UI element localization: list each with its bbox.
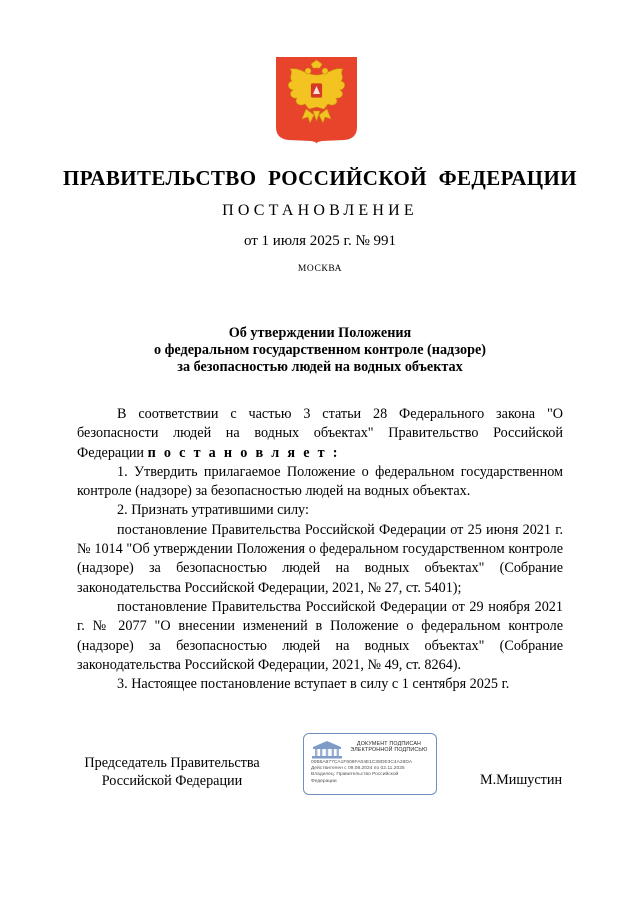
certificate-number: 00B5A877CA1F608FA04E1C38DE3C4A28DA [311,760,413,765]
stamp-title-line: ДОКУМЕНТ ПОДПИСАН [356,741,422,747]
item-3-paragraph: 3. Настоящее постановление вступает в силу с 1 сентября 2025 г. [117,676,510,693]
signer-position-line: Председатель Правительства [84,755,260,771]
item-1-paragraph: 1. Утвердить прилагаемое Положение о федеральном государственном контроле (надзоре) за безопасностью людей на водных объектах. [77,463,563,500]
document-date-number: от 1 июля 2025 г. № 991 [243,233,397,249]
signer-name: М.Мишустин [480,772,563,788]
subject-line: Об утверждении Положения [228,325,412,341]
preamble-paragraph [77,405,563,463]
signer-position-line: Российской Федерации [101,773,243,789]
certificate-owner: Федерации [311,778,337,784]
state-emblem [276,57,357,144]
repealed-act-2: постановление Правительства Российской Федерации от 29 ноября 2021 г. № 2077 "О внесении изменений в Положение о федеральном контроле (надзоре) за безопасностью людей на водных объектах" (Собрание законодательства Российской Федерации, 2021, № 49, ст. 8264). [77,598,563,673]
certificate-owner: Владелец: Правительство Российской [311,772,399,778]
document-type: ПОСТАНОВЛЕНИЕ [222,202,418,219]
double-headed-eagle-icon [276,57,357,144]
government-title: ПРАВИТЕЛЬСТВО РОССИЙСКОЙ ФЕДЕРАЦИИ [63,166,577,190]
item-2-paragraph: 2. Признать утратившими силу: [117,502,309,519]
document-city: МОСКВА [297,264,343,274]
signer-position [77,754,267,790]
subject-line: за безопасностью людей на водных объектах [177,359,463,375]
certificate-validity: Действителен с 09.08.2024 по 02.11.2025 [311,766,405,772]
electronic-signature-stamp [303,733,437,795]
document-body [77,405,563,694]
government-building-icon [310,739,344,759]
document-subject [0,325,640,376]
stamp-details [311,760,435,785]
decree-word: п о с т а н о в л я е т : [147,444,340,461]
subject-line: о федеральном государственном контроле (надзоре) [153,342,487,358]
stamp-title [344,741,434,754]
stamp-title-line: ЭЛЕКТРОННОЙ ПОДПИСЬЮ [350,747,428,754]
preamble-text: В соответствии с частью 3 статьи 28 Федерального закона "О безопасности людей на водных объектах" Правительство Российской Федерации [77,406,563,461]
repealed-act-1: постановление Правительства Российской Федерации от 25 июня 2021 г. № 1014 "Об утверждении Положения о федеральном государственном контроле (надзоре) за безопасностью людей на водных объектах" (Собрание законодательства Российской Федерации, 2021, № 27, ст. 5401); [77,521,563,596]
